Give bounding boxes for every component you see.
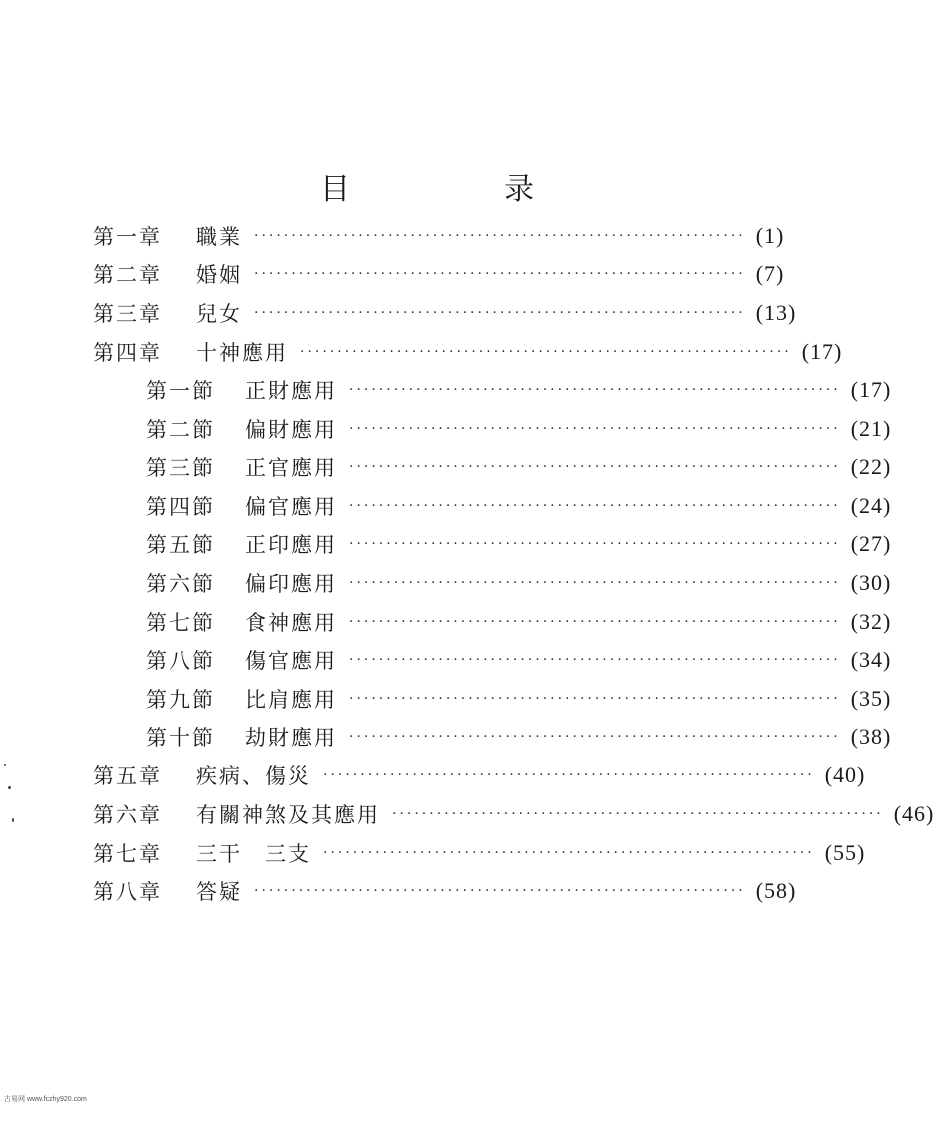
toc-page: (27) bbox=[850, 531, 892, 556]
toc-number: 第二節 bbox=[146, 418, 215, 442]
dot-leader: ·································································· bbox=[254, 883, 746, 899]
toc-entry[interactable] bbox=[146, 449, 892, 485]
scan-speck bbox=[8, 786, 11, 789]
toc-page: (24) bbox=[850, 493, 892, 518]
toc-number: 第一章 bbox=[93, 225, 162, 249]
dot-leader: ·································································· bbox=[349, 691, 841, 707]
toc-number: 第五章 bbox=[93, 764, 162, 788]
dot-leader: ·································································· bbox=[349, 652, 841, 668]
toc-entry[interactable] bbox=[146, 642, 892, 678]
dot-leader: ·································································· bbox=[349, 459, 841, 475]
toc-page: (22) bbox=[850, 454, 892, 479]
toc-title: 十神應用 bbox=[196, 341, 288, 365]
toc-page: (30) bbox=[850, 570, 892, 595]
toc-page: (46) bbox=[893, 801, 934, 826]
dot-leader: ·································································· bbox=[349, 729, 841, 745]
dot-leader: ·································································· bbox=[254, 305, 746, 321]
toc-entry[interactable] bbox=[146, 411, 892, 447]
toc-title: 答疑 bbox=[196, 880, 242, 904]
toc-page: (38) bbox=[850, 724, 892, 749]
toc-entry[interactable] bbox=[146, 681, 892, 717]
toc-title: 傷官應用 bbox=[245, 649, 337, 673]
dot-leader: ·································································· bbox=[323, 845, 815, 861]
toc-title: 三干 三支 bbox=[196, 842, 311, 866]
toc-entry[interactable] bbox=[146, 372, 892, 408]
dot-leader: ·································································· bbox=[349, 536, 841, 552]
toc-page: (17) bbox=[850, 377, 892, 402]
toc-entry[interactable] bbox=[146, 488, 892, 524]
toc-page: (32) bbox=[850, 609, 892, 634]
toc-title: 食神應用 bbox=[245, 611, 337, 635]
toc-number: 第六章 bbox=[93, 803, 162, 827]
toc-entry[interactable] bbox=[146, 719, 892, 755]
toc-entry[interactable] bbox=[93, 256, 785, 292]
toc-number: 第七節 bbox=[146, 611, 215, 635]
toc-page: (7) bbox=[755, 261, 785, 286]
toc-title: 偏財應用 bbox=[245, 418, 337, 442]
toc-entry[interactable] bbox=[146, 604, 892, 640]
toc-entry[interactable] bbox=[93, 295, 797, 331]
toc-number: 第三章 bbox=[93, 302, 162, 326]
toc-page: (55) bbox=[824, 840, 866, 865]
toc-title: 劫財應用 bbox=[245, 726, 337, 750]
dot-leader: ·································································· bbox=[349, 575, 841, 591]
toc-title: 有關神煞及其應用 bbox=[196, 803, 380, 827]
watermark-text: 古易网 www.fczhy920.com bbox=[4, 1096, 87, 1103]
toc-title: 職業 bbox=[196, 225, 242, 249]
toc-title: 疾病、傷災 bbox=[196, 764, 311, 788]
toc-title: 兒女 bbox=[196, 302, 242, 326]
toc-number: 第一節 bbox=[146, 379, 215, 403]
scan-speck bbox=[12, 818, 14, 822]
toc-number: 第二章 bbox=[93, 263, 162, 287]
dot-leader: ·································································· bbox=[349, 614, 841, 630]
toc-page: (13) bbox=[755, 300, 797, 325]
toc-entry[interactable] bbox=[93, 334, 843, 370]
dot-leader: ·································································· bbox=[323, 767, 815, 783]
toc-entry[interactable] bbox=[93, 796, 934, 832]
toc-page: (21) bbox=[850, 416, 892, 441]
toc-entry[interactable] bbox=[93, 218, 785, 254]
dot-leader: ·································································· bbox=[349, 382, 841, 398]
dot-leader: ·································································· bbox=[349, 421, 841, 437]
toc-number: 第六節 bbox=[146, 572, 215, 596]
scan-speck bbox=[4, 764, 6, 766]
dot-leader: ·································································· bbox=[392, 806, 884, 822]
toc-number: 第十節 bbox=[146, 726, 215, 750]
dot-leader: ·································································· bbox=[254, 228, 746, 244]
toc-title: 比肩應用 bbox=[245, 688, 337, 712]
toc-page: (17) bbox=[801, 339, 843, 364]
toc-number: 第七章 bbox=[93, 842, 162, 866]
toc-entry[interactable] bbox=[93, 873, 797, 909]
dot-leader: ·································································· bbox=[300, 344, 792, 360]
toc-entry[interactable] bbox=[146, 565, 892, 601]
toc-number: 第三節 bbox=[146, 456, 215, 480]
toc-title: 正印應用 bbox=[245, 533, 337, 557]
toc-number: 第四章 bbox=[93, 341, 162, 365]
toc-page: (40) bbox=[824, 762, 866, 787]
toc-page: (34) bbox=[850, 647, 892, 672]
toc-title: 婚姻 bbox=[196, 263, 242, 287]
toc-title: 正財應用 bbox=[245, 379, 337, 403]
dot-leader: ·································································· bbox=[254, 266, 746, 282]
toc-number: 第四節 bbox=[146, 495, 215, 519]
toc-number: 第九節 bbox=[146, 688, 215, 712]
dot-leader: ·································································· bbox=[349, 498, 841, 514]
toc-title: 偏印應用 bbox=[245, 572, 337, 596]
page-title: 目 录 bbox=[320, 172, 596, 207]
toc-number: 第五節 bbox=[146, 533, 215, 557]
toc-number: 第八節 bbox=[146, 649, 215, 673]
toc-entry[interactable] bbox=[93, 835, 866, 871]
toc-entry[interactable] bbox=[93, 757, 866, 793]
toc-title: 正官應用 bbox=[245, 456, 337, 480]
toc-page: (1) bbox=[755, 223, 785, 248]
toc-page: (35) bbox=[850, 686, 892, 711]
toc-title: 偏官應用 bbox=[245, 495, 337, 519]
toc-page: (58) bbox=[755, 878, 797, 903]
toc-number: 第八章 bbox=[93, 880, 162, 904]
toc-entry[interactable] bbox=[146, 526, 892, 562]
